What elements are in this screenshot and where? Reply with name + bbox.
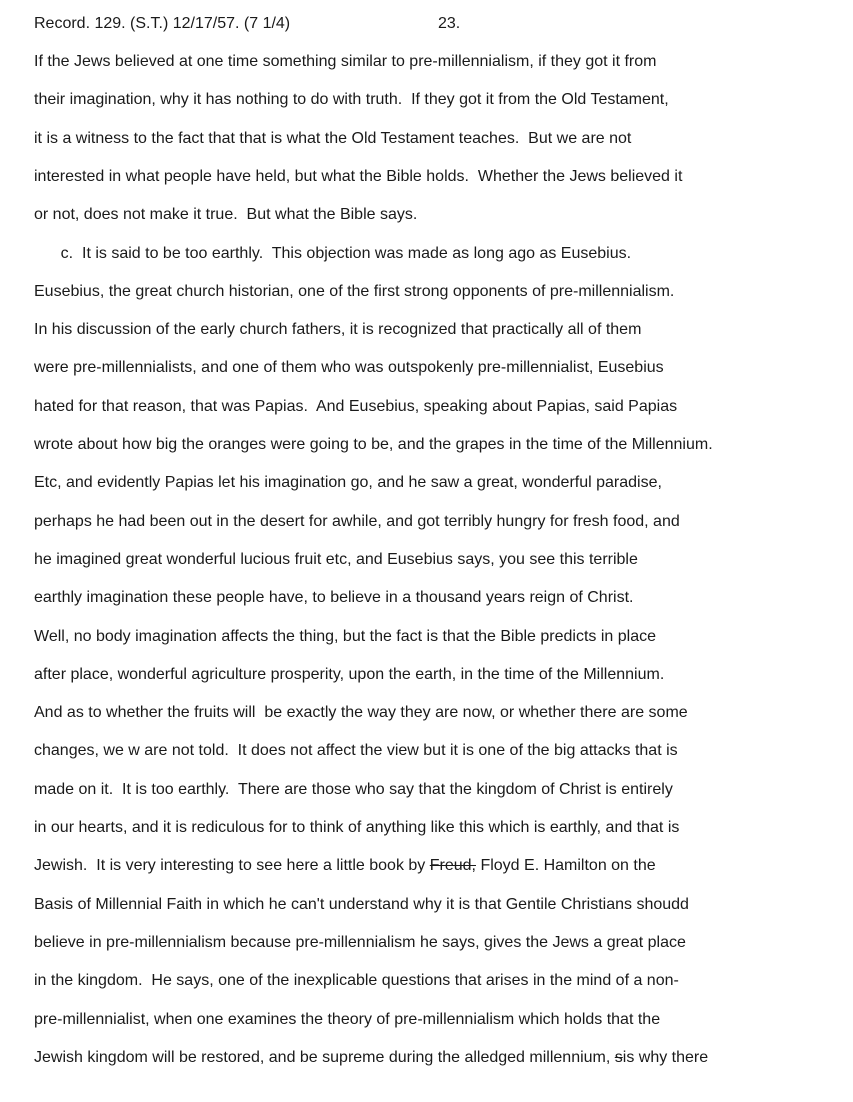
text-line <box>34 435 713 455</box>
line-text: And as to whether the fruits will be exactly the way they are now, or whether there are some <box>34 704 688 722</box>
line-text: or not, does not make it true. But what the Bible says. <box>34 206 418 224</box>
line-text: interested in what people have held, but what the Bible holds. Whether the Jews believed it <box>34 167 683 185</box>
line-text: after place, wonderful agriculture prosperity, upon the earth, in the time of the Millennium. <box>34 665 665 683</box>
line-text: Jewish. It is very interesting to see here a little book by <box>34 857 430 875</box>
text-line <box>34 856 656 876</box>
text-line <box>34 52 656 72</box>
line-text: changes, we w are not told. It does not affect the view but it is one of the big attacks that is <box>34 742 678 760</box>
line-text: in the kingdom. He says, one of the inexplicable questions that arises in the mind of a non- <box>34 972 679 990</box>
text-line <box>34 933 686 953</box>
line-text: Etc, and evidently Papias let his imagination go, and he saw a great, wonderful paradise, <box>34 474 662 492</box>
text-line <box>34 1010 660 1030</box>
text-line <box>34 244 631 264</box>
line-text: Jewish kingdom will be restored, and be supreme during the alledged millennium, <box>34 1048 615 1066</box>
text-line <box>34 205 417 225</box>
line-text: he imagined great wonderful lucious fruit etc, and Eusebius says, you see this terrible <box>34 550 638 568</box>
line-text: Eusebius, the great church historian, one of the first strong opponents of pre-millennialism. <box>34 282 675 300</box>
text-line <box>34 780 673 800</box>
line-text: made on it. It is too earthly. There are those who say that the kingdom of Christ is entirely <box>34 780 673 798</box>
line-text: believe in pre-millennialism because pre-millennialism he says, gives the Jews a great place <box>34 933 686 951</box>
page-number: 23. <box>438 15 461 32</box>
struck-text: s <box>614 1048 623 1066</box>
line-text: wrote about how big the oranges were going to be, and the grapes in the time of the Millennium. <box>34 436 713 453</box>
record-label: Record. 129. (S.T.) 12/17/57. (7 1/4) <box>34 15 291 32</box>
line-text: c. It is said to be too earthly. This objection was made as long ago as Eusebius. <box>34 244 632 262</box>
line-text: Floyd E. Hamilton on the <box>476 857 656 875</box>
line-text: Well, no body imagination affects the thing, but the fact is that the Bible predicts in place <box>34 627 656 645</box>
text-line <box>34 818 679 838</box>
line-text: in our hearts, and it is rediculous for to think of anything like this which is earthly, and that is <box>34 819 680 836</box>
line-text: perhaps he had been out in the desert for awhile, and got terribly hungry for fresh food, and <box>34 512 680 530</box>
text-line <box>34 129 631 149</box>
line-text: earthly imagination these people have, to believe in a thousand years reign of Christ. <box>34 589 634 607</box>
text-line <box>34 397 677 417</box>
text-line <box>34 358 664 378</box>
text-line <box>34 971 679 991</box>
line-text: their imagination, why it has nothing to do with truth. If they got it from the Old Testament, <box>34 91 669 109</box>
line-text: were pre-millennialists, and one of them who was outspokenly pre-millennialist, Eusebius <box>34 359 664 377</box>
line-text: it is a witness to the fact that that is what the Old Testament teaches. But we are not <box>34 129 632 147</box>
text-line <box>34 665 664 685</box>
text-line <box>34 1048 708 1068</box>
struck-text: Freud, <box>429 857 476 875</box>
text-line <box>34 473 662 493</box>
line-text: pre-millennialist, when one examines the theory of pre-millennialism which holds that the <box>34 1010 661 1028</box>
line-text: In his discussion of the early church fathers, it is recognized that practically all of them <box>34 321 642 339</box>
text-line <box>34 550 638 570</box>
line-text: hated for that reason, that was Papias. And Eusebius, speaking about Papias, said Papias <box>34 397 678 415</box>
text-line <box>34 627 656 647</box>
text-line <box>34 320 641 340</box>
text-line <box>34 167 682 187</box>
text-line <box>34 282 674 302</box>
line-text: Basis of Millennial Faith in which he can't understand why it is that Gentile Christians shoudd <box>34 895 689 913</box>
text-line <box>34 512 680 532</box>
text-line <box>34 90 669 110</box>
line-text: is why there <box>622 1048 709 1066</box>
text-line <box>34 588 633 608</box>
text-line <box>34 703 688 723</box>
text-line <box>34 895 689 915</box>
line-text: If the Jews believed at one time something similar to pre-millennialism, if they got it from <box>34 53 657 70</box>
text-line <box>34 741 678 761</box>
